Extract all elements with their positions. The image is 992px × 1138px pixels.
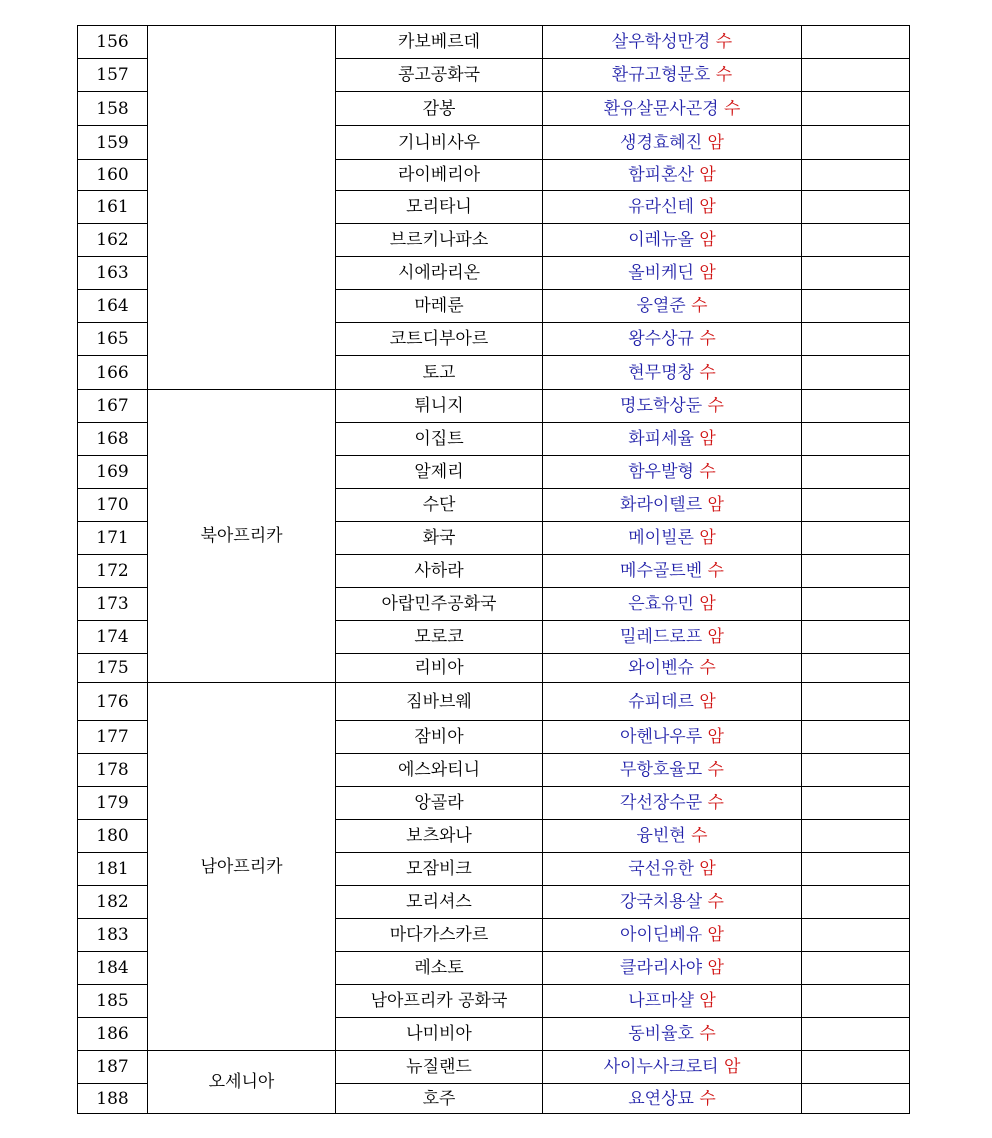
blank-cell: [802, 919, 910, 952]
code-name: 무항호율모: [620, 760, 703, 780]
country-name: 콩고공화국: [336, 59, 543, 92]
code-name: 화라이텔르: [620, 495, 703, 515]
country-name: 마레룬: [336, 290, 543, 323]
country-name: 시에라리온: [336, 257, 543, 290]
code-type: 암: [699, 991, 716, 1011]
country-name: 라이베리아: [336, 160, 543, 191]
region-cell: 북아프리카: [148, 390, 336, 683]
row-number: 162: [78, 224, 148, 257]
code-name: 아헨나우루: [620, 727, 703, 747]
country-name: 카보베르데: [336, 26, 543, 59]
country-name: 모로코: [336, 621, 543, 654]
code-name: 환유살문사곤경: [603, 98, 719, 119]
blank-cell: [802, 356, 910, 390]
row-number: 183: [78, 919, 148, 952]
country-name: 보츠와나: [336, 820, 543, 853]
code-type: 수: [707, 892, 724, 912]
country-name: 이집트: [336, 423, 543, 456]
code-name: 메이빌론: [628, 528, 694, 548]
code-cell: [543, 754, 802, 787]
code-name: 왕수상규: [628, 329, 694, 349]
code-cell: [543, 683, 802, 721]
code-type: 암: [707, 958, 724, 978]
code-name: 메수골트벤: [620, 561, 703, 581]
table-row: [78, 1051, 910, 1084]
blank-cell: [802, 654, 910, 683]
blank-cell: [802, 621, 910, 654]
blank-cell: [802, 985, 910, 1018]
code-name: 국선유한: [628, 859, 694, 879]
row-number: 169: [78, 456, 148, 489]
code-cell: [543, 952, 802, 985]
code-cell: [543, 919, 802, 952]
code-name: 은효유민: [628, 594, 694, 614]
country-name: 감봉: [336, 92, 543, 126]
blank-cell: [802, 290, 910, 323]
code-name: 슈피데르: [628, 691, 694, 712]
country-name: 마다가스카르: [336, 919, 543, 952]
code-name: 와이벤슈: [628, 658, 694, 678]
blank-cell: [802, 754, 910, 787]
code-cell: [543, 621, 802, 654]
row-number: 182: [78, 886, 148, 919]
row-number: 187: [78, 1051, 148, 1084]
code-type: 암: [699, 528, 716, 548]
code-cell: [543, 787, 802, 820]
blank-cell: [802, 555, 910, 588]
code-cell: [543, 522, 802, 555]
code-type: 수: [707, 793, 724, 813]
blank-cell: [802, 26, 910, 59]
row-number: 158: [78, 92, 148, 126]
row-number: 173: [78, 588, 148, 621]
blank-cell: [802, 224, 910, 257]
country-name: 모리타니: [336, 191, 543, 224]
row-number: 186: [78, 1018, 148, 1051]
code-type: 수: [715, 32, 733, 52]
code-cell: [543, 456, 802, 489]
row-number: 181: [78, 853, 148, 886]
country-name: 호주: [336, 1084, 543, 1114]
row-number: 179: [78, 787, 148, 820]
code-name: 밀레드로프: [620, 627, 703, 647]
code-name: 동비율호: [628, 1024, 694, 1044]
row-number: 177: [78, 721, 148, 754]
blank-cell: [802, 588, 910, 621]
code-name: 화피세율: [628, 429, 694, 449]
code-cell: [543, 1018, 802, 1051]
code-type: 암: [707, 132, 724, 153]
code-type: 수: [699, 658, 716, 678]
blank-cell: [802, 683, 910, 721]
code-type: 암: [699, 263, 716, 283]
code-name: 현무명창: [628, 362, 694, 383]
code-cell: [543, 126, 802, 160]
row-number: 188: [78, 1084, 148, 1114]
blank-cell: [802, 489, 910, 522]
blank-cell: [802, 721, 910, 754]
code-type: 수: [707, 760, 724, 780]
code-name: 살우학성만경: [611, 32, 711, 52]
code-type: 암: [707, 925, 724, 945]
code-type: 수: [707, 561, 724, 581]
code-name: 명도학상둔: [620, 396, 703, 416]
blank-cell: [802, 126, 910, 160]
blank-cell: [802, 787, 910, 820]
code-type: 수: [699, 329, 716, 349]
blank-cell: [802, 59, 910, 92]
row-number: 165: [78, 323, 148, 356]
row-number: 163: [78, 257, 148, 290]
code-type: 암: [699, 429, 716, 449]
code-cell: [543, 26, 802, 59]
code-type: 암: [723, 1057, 741, 1077]
country-name: 사하라: [336, 555, 543, 588]
country-name: 모리셔스: [336, 886, 543, 919]
code-cell: [543, 1051, 802, 1084]
region-cell: 남아프리카: [148, 683, 336, 1051]
country-name: 브르키나파소: [336, 224, 543, 257]
blank-cell: [802, 257, 910, 290]
table-row: [78, 26, 910, 59]
row-number: 178: [78, 754, 148, 787]
blank-cell: [802, 1051, 910, 1084]
table-body: [78, 26, 910, 1114]
code-type: 암: [699, 197, 716, 217]
code-type: 암: [707, 727, 724, 747]
blank-cell: [802, 1084, 910, 1114]
blank-cell: [802, 160, 910, 191]
code-name: 융빈현: [636, 826, 686, 846]
code-type: 수: [699, 1088, 716, 1109]
blank-cell: [802, 952, 910, 985]
code-name: 강국치용살: [620, 892, 703, 912]
code-name: 생경효혜진: [620, 132, 703, 153]
code-cell: [543, 588, 802, 621]
country-name: 뉴질랜드: [336, 1051, 543, 1084]
region-cell: [148, 26, 336, 390]
code-name: 함피혼산: [628, 165, 694, 185]
country-name: 화국: [336, 522, 543, 555]
blank-cell: [802, 390, 910, 423]
code-cell: [543, 224, 802, 257]
code-name: 각선장수문: [620, 793, 703, 813]
row-number: 184: [78, 952, 148, 985]
country-name: 앙골라: [336, 787, 543, 820]
code-cell: [543, 191, 802, 224]
blank-cell: [802, 191, 910, 224]
country-name: 아랍민주공화국: [336, 588, 543, 621]
row-number: 172: [78, 555, 148, 588]
code-cell: [543, 356, 802, 390]
blank-cell: [802, 853, 910, 886]
code-cell: [543, 92, 802, 126]
row-number: 176: [78, 683, 148, 721]
code-type: 암: [699, 691, 716, 712]
code-type: 수: [699, 462, 716, 482]
code-name: 요연상묘: [628, 1088, 694, 1109]
code-cell: [543, 390, 802, 423]
blank-cell: [802, 323, 910, 356]
country-name: 잠비아: [336, 721, 543, 754]
row-number: 174: [78, 621, 148, 654]
blank-cell: [802, 820, 910, 853]
country-name: 기니비사우: [336, 126, 543, 160]
code-cell: [543, 489, 802, 522]
row-number: 167: [78, 390, 148, 423]
row-number: 164: [78, 290, 148, 323]
blank-cell: [802, 886, 910, 919]
country-name: 리비아: [336, 654, 543, 683]
country-name: 알제리: [336, 456, 543, 489]
row-number: 180: [78, 820, 148, 853]
country-name: 모잠비크: [336, 853, 543, 886]
row-number: 185: [78, 985, 148, 1018]
code-name: 유라신테: [628, 197, 694, 217]
code-type: 수: [723, 98, 741, 119]
country-name: 에스와티니: [336, 754, 543, 787]
table-row: [78, 683, 910, 721]
code-cell: [543, 555, 802, 588]
code-cell: [543, 290, 802, 323]
code-cell: [543, 323, 802, 356]
code-cell: [543, 654, 802, 683]
code-type: 수: [691, 296, 708, 316]
blank-cell: [802, 423, 910, 456]
row-number: 160: [78, 160, 148, 191]
code-name: 클라리사야: [620, 958, 703, 978]
country-name: 나미비아: [336, 1018, 543, 1051]
code-name: 이레뉴올: [628, 230, 694, 250]
row-number: 166: [78, 356, 148, 390]
blank-cell: [802, 456, 910, 489]
code-type: 수: [707, 396, 724, 416]
code-name: 올비케딘: [628, 263, 694, 283]
region-cell: 오세니아: [148, 1051, 336, 1114]
country-name: 레소토: [336, 952, 543, 985]
code-type: 암: [699, 859, 716, 879]
code-name: 함우발형: [628, 462, 694, 482]
code-name: 아이딘베유: [620, 925, 703, 945]
code-type: 수: [691, 826, 708, 846]
row-number: 168: [78, 423, 148, 456]
row-number: 156: [78, 26, 148, 59]
code-type: 암: [699, 230, 716, 250]
row-number: 171: [78, 522, 148, 555]
code-name: 웅열준: [636, 296, 686, 316]
code-name: 환규고형문호: [611, 65, 711, 85]
row-number: 161: [78, 191, 148, 224]
code-type: 수: [699, 1024, 716, 1044]
country-table: [77, 25, 910, 1114]
country-name: 짐바브웨: [336, 683, 543, 721]
country-name: 토고: [336, 356, 543, 390]
row-number: 170: [78, 489, 148, 522]
code-cell: [543, 257, 802, 290]
row-number: 175: [78, 654, 148, 683]
country-name: 튀니지: [336, 390, 543, 423]
code-cell: [543, 820, 802, 853]
code-cell: [543, 59, 802, 92]
code-type: 암: [699, 165, 716, 185]
code-name: 사이누사크로티: [603, 1057, 719, 1077]
code-cell: [543, 1084, 802, 1114]
country-name: 수단: [336, 489, 543, 522]
code-type: 수: [715, 65, 733, 85]
row-number: 159: [78, 126, 148, 160]
code-type: 암: [699, 594, 716, 614]
code-type: 수: [699, 362, 716, 383]
code-cell: [543, 721, 802, 754]
code-cell: [543, 423, 802, 456]
row-number: 157: [78, 59, 148, 92]
blank-cell: [802, 522, 910, 555]
code-cell: [543, 160, 802, 191]
code-cell: [543, 985, 802, 1018]
code-type: 암: [707, 627, 724, 647]
code-name: 나프마샬: [628, 991, 694, 1011]
code-type: 암: [707, 495, 724, 515]
country-name: 남아프리카 공화국: [336, 985, 543, 1018]
country-name: 코트디부아르: [336, 323, 543, 356]
blank-cell: [802, 1018, 910, 1051]
code-cell: [543, 886, 802, 919]
table-row: [78, 390, 910, 423]
blank-cell: [802, 92, 910, 126]
code-cell: [543, 853, 802, 886]
